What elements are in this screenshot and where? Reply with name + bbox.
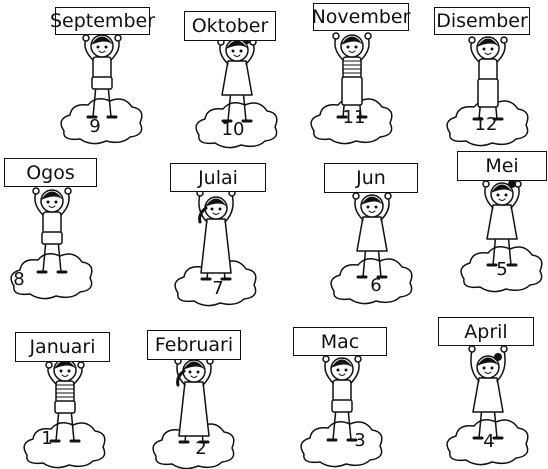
pants [92,77,112,89]
shirt [333,380,351,402]
cloud-number-9: 9 [89,116,101,137]
hair-bow [508,180,516,188]
cloud-number-6: 6 [370,275,382,296]
eye-left [367,206,370,209]
child-ogos [4,158,104,298]
hair-bow [494,353,502,361]
month-sign-februari: Februari [147,330,241,360]
cloud-number-11: 11 [342,107,366,128]
eye-right [345,369,348,372]
eye-right [68,370,71,373]
eye-left [97,46,100,49]
hand-right [501,346,507,352]
child-november [312,3,412,143]
child-oktober [180,9,280,147]
child-jun [324,163,424,303]
hand-left [33,188,39,194]
eye-left [189,371,192,374]
child-april [436,316,536,464]
child-disember [434,7,534,145]
cloud-number-7: 7 [212,278,224,299]
dress [201,219,231,273]
month-sign-mac: Mac [293,327,387,356]
eye-left [232,50,235,53]
eye-right [219,208,222,211]
dress [357,217,387,251]
month-sign-januari: Januari [15,332,110,362]
hand-left [353,193,359,199]
eye-right [240,50,243,53]
shirt [343,57,361,79]
cloud-number-12: 12 [474,114,498,135]
cloud-number-1: 1 [41,428,53,449]
cloud-number-2: 2 [195,438,207,459]
eye-right [55,201,58,204]
cloud-number-3: 3 [354,430,366,451]
hand-right [65,188,71,194]
eye-left [337,369,340,372]
child-september [49,5,156,143]
child-mei [456,151,548,291]
shirt [43,212,61,234]
hand-right [78,362,84,368]
child-januari [15,332,115,467]
eye-left [47,201,50,204]
hand-left [83,35,89,41]
month-sign-mei: Mei [457,151,547,181]
hand-right [501,37,507,43]
month-sign-disember: Disember [434,7,530,35]
eye-right [197,371,200,374]
dress [179,382,209,436]
hand-right [385,193,391,199]
child-julai [170,160,270,305]
eye-left [483,48,486,51]
month-sign-julai: Julai [170,163,266,192]
month-sign-oktober: Oktober [184,11,276,41]
shirt [93,57,111,79]
month-sign-april: April [438,317,534,346]
month-sign-september: September [55,7,150,35]
eye-right [375,206,378,209]
hand-left [323,356,329,362]
hand-right [355,356,361,362]
eye-left [347,46,350,49]
pants [332,400,352,412]
eye-right [355,46,358,49]
pants [342,77,362,105]
hand-left [469,37,475,43]
dress [222,61,252,95]
eye-left [483,367,486,370]
eye-left [497,194,500,197]
cloud-number-8: 8 [13,269,25,290]
cloud-number-4: 4 [483,431,495,452]
eye-right [491,48,494,51]
month-sign-ogos: Ogos [4,158,97,187]
hand-left [469,346,475,352]
pants [42,232,62,244]
eye-left [211,208,214,211]
eye-right [491,367,494,370]
dress [473,378,503,412]
hand-right [115,35,121,41]
hand-left [483,181,489,187]
cloud-number-10: 10 [221,119,245,140]
pants [478,79,498,107]
pants [55,401,75,413]
shirt [56,381,74,403]
eye-right [105,46,108,49]
month-sign-jun: Jun [324,163,418,193]
child-mac [292,326,392,466]
child-februari [144,328,244,468]
dress [487,205,517,239]
month-sign-november: November [313,3,409,31]
eye-left [60,370,63,373]
cloud-number-5: 5 [496,259,508,280]
hand-left [46,362,52,368]
shirt [479,59,497,81]
hand-right [365,33,371,39]
eye-right [505,194,508,197]
hand-left [333,33,339,39]
